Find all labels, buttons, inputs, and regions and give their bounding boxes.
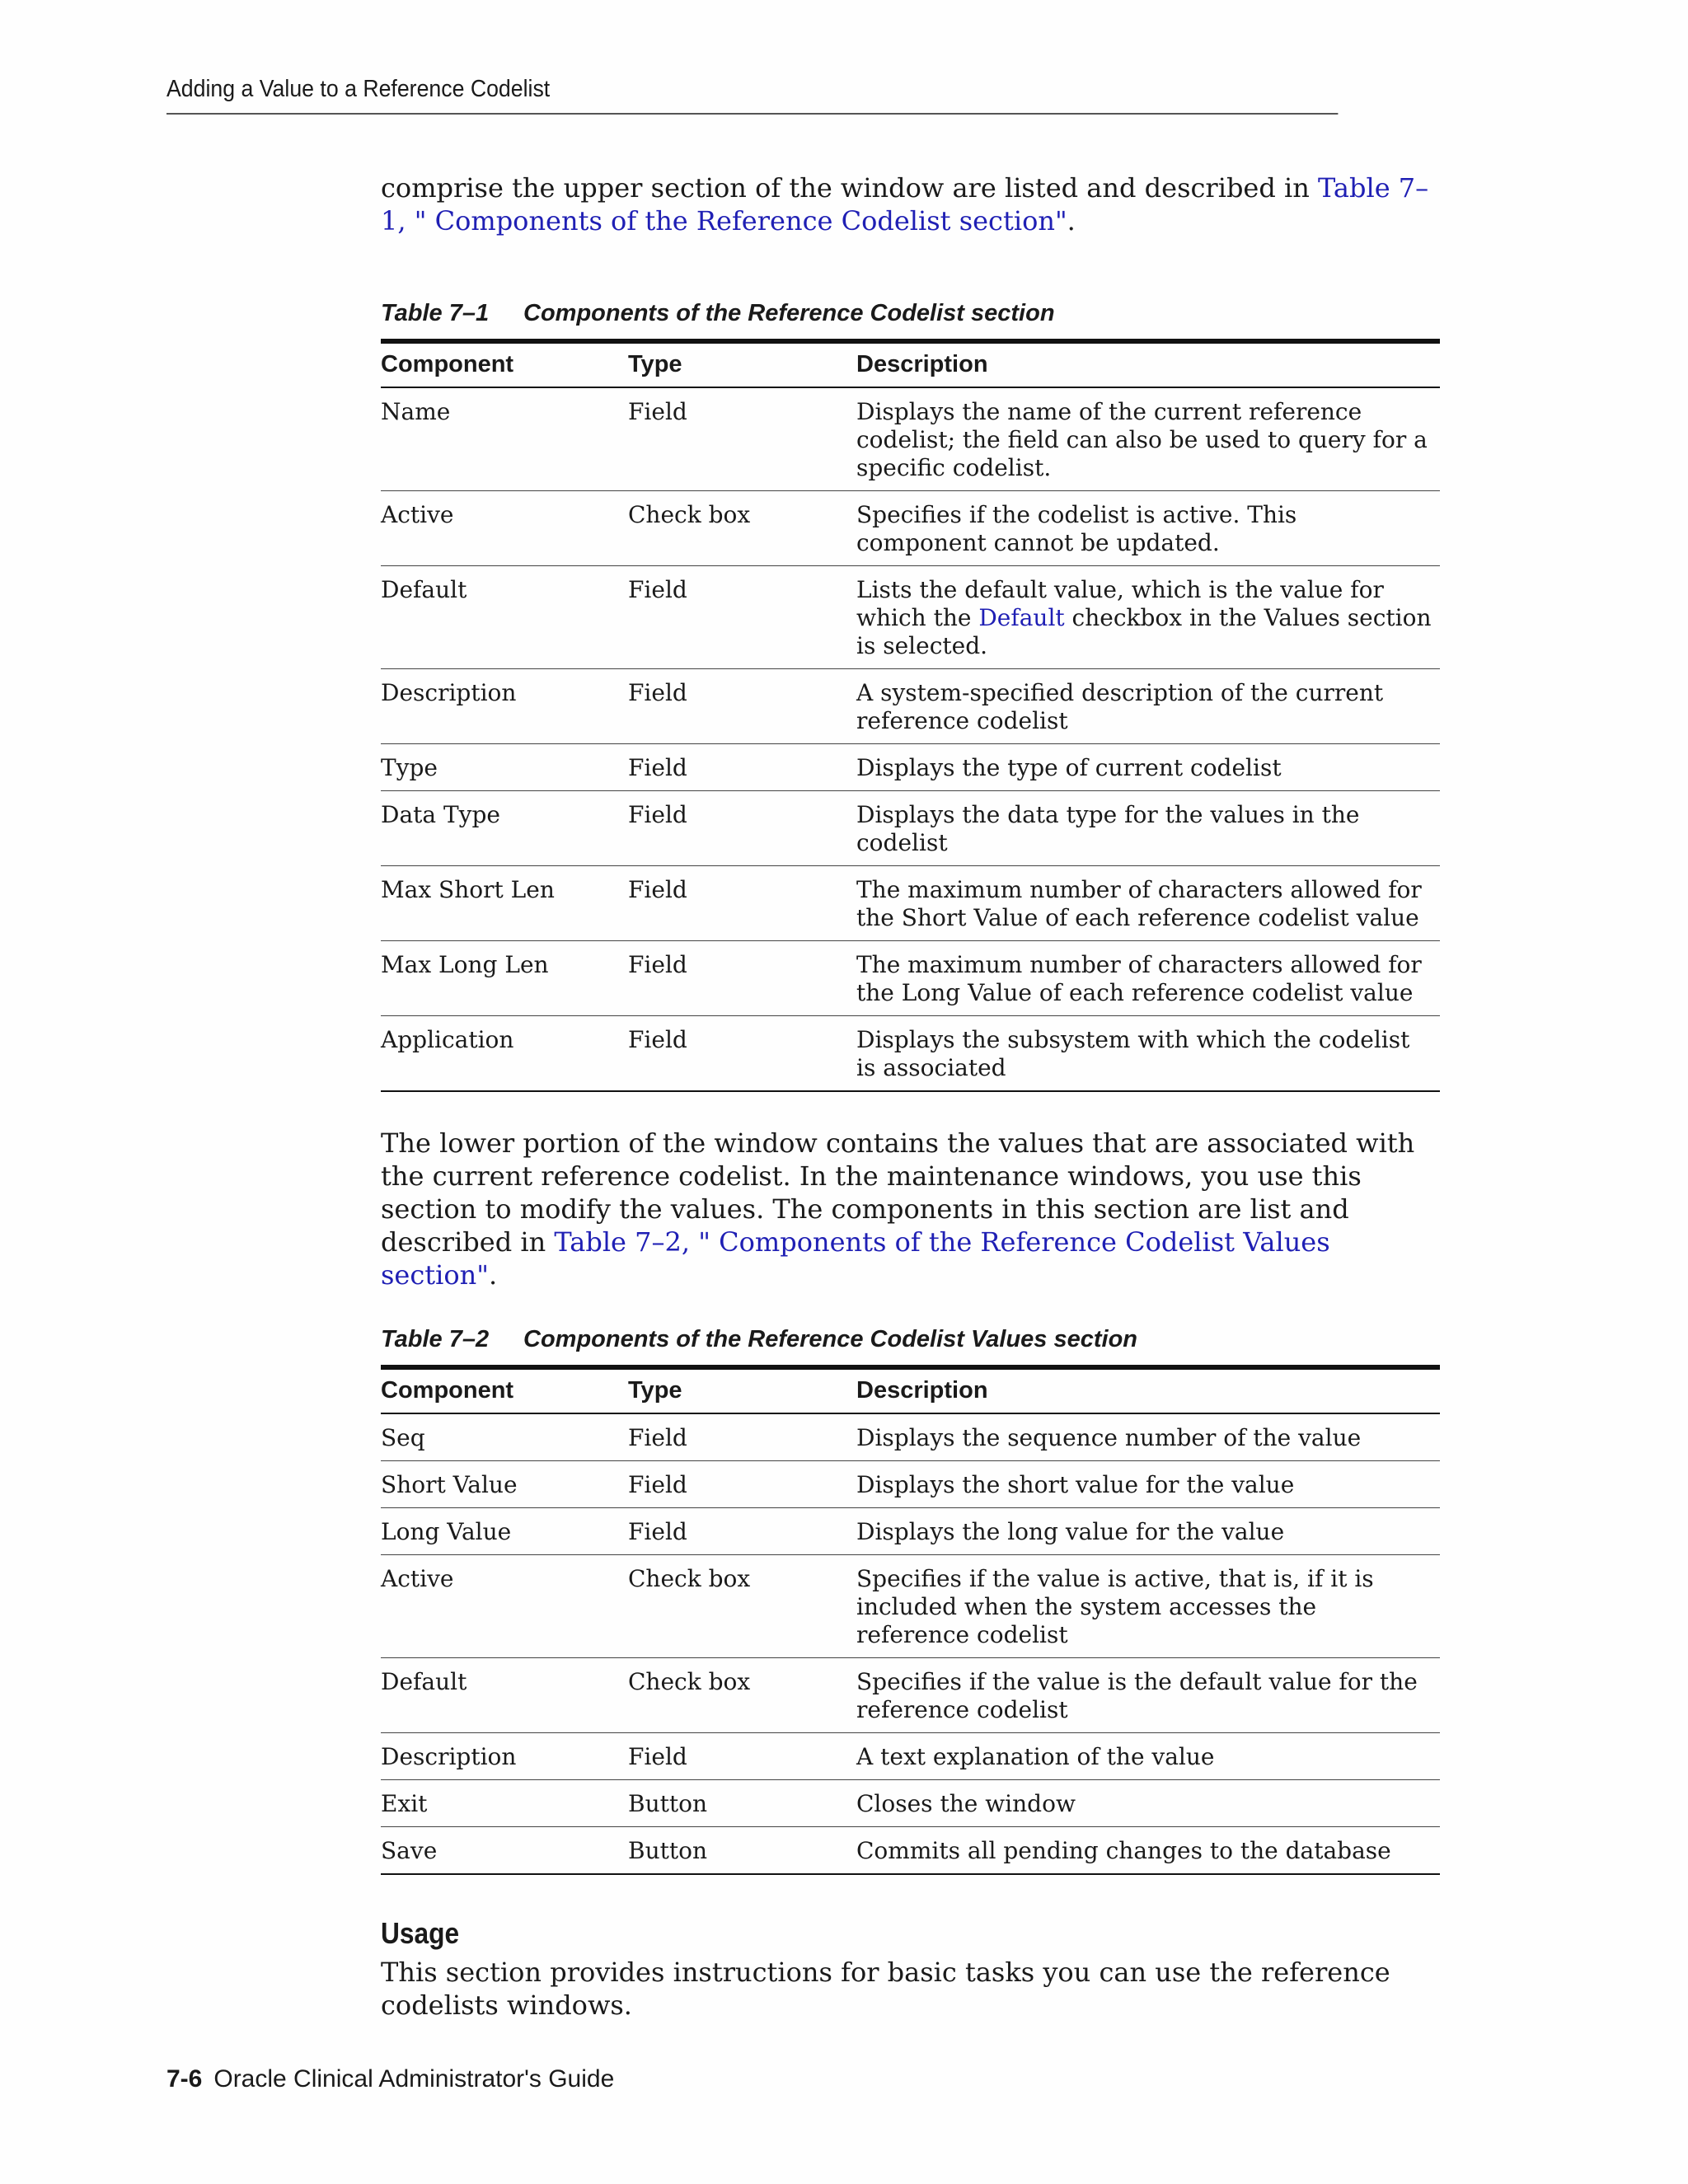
- desc-text-end: checkbox in the Values section is selected.: [856, 604, 1432, 659]
- column-header-description: Description: [856, 341, 1440, 387]
- column-header-type: Type: [628, 1367, 856, 1413]
- table-1-number: Table 7–1: [381, 300, 490, 326]
- cell-component: Max Long Len: [381, 941, 628, 1016]
- usage-heading: Usage: [381, 1916, 460, 1950]
- cell-component: Type: [381, 744, 628, 791]
- cell-type: Field: [628, 1508, 856, 1555]
- table-row: [381, 1461, 1440, 1508]
- table-row: [381, 1016, 1440, 1092]
- column-header-type: Type: [628, 341, 856, 387]
- cell-component: Seq: [381, 1413, 628, 1461]
- cell-component: Short Value: [381, 1461, 628, 1508]
- cell-component: Data Type: [381, 791, 628, 866]
- cell-component: Long Value: [381, 1508, 628, 1555]
- cell-description: Displays the name of the current reference codelist; the field can also be used to query for a specific codelist.: [856, 387, 1440, 491]
- table-2-header-row: [381, 1367, 1440, 1413]
- cell-description: Displays the long value for the value: [856, 1508, 1440, 1555]
- table-row: [381, 1733, 1440, 1780]
- cell-component: Default: [381, 1658, 628, 1733]
- intro-paragraph: [381, 171, 1440, 237]
- table-row: [381, 566, 1440, 669]
- table-1-header-row: [381, 341, 1440, 387]
- values-section-paragraph: [381, 1127, 1440, 1291]
- cell-component: Description: [381, 669, 628, 744]
- table-2-number: Table 7–2: [381, 1326, 490, 1352]
- cell-type: Check box: [628, 491, 856, 566]
- table-2-title: Components of the Reference Codelist Values section: [523, 1326, 1138, 1352]
- cell-component: Description: [381, 1733, 628, 1780]
- running-header: Adding a Value to a Reference Codelist: [166, 76, 1338, 115]
- para2-text-end: .: [488, 1259, 498, 1291]
- table-1-caption: [381, 300, 1440, 327]
- table-row: [381, 669, 1440, 744]
- cell-description: Specifies if the value is the default value for the reference codelist: [856, 1658, 1440, 1733]
- cell-type: Field: [628, 1461, 856, 1508]
- cell-type: Field: [628, 744, 856, 791]
- components-table-1: [381, 339, 1440, 1092]
- cell-component: Save: [381, 1837, 438, 1864]
- para2-text: The lower portion of the window contains the values that are associated with the current reference codelist. In the maintenance windows, you use this section to modify the values. The components in this section are list and described in: [381, 1127, 1415, 1258]
- cell-description: Displays the short value for the value: [856, 1461, 1440, 1508]
- cell-type: Button: [628, 1837, 708, 1864]
- cell-description: Displays the sequence number of the value: [856, 1413, 1440, 1461]
- page-footer: [166, 2065, 614, 2093]
- cell-component: Application: [381, 1026, 514, 1053]
- table-row: [381, 1555, 1440, 1658]
- cell-type: Field: [628, 791, 856, 866]
- column-header-description: Description: [856, 1367, 1440, 1413]
- table-row: [381, 387, 1440, 491]
- table-row: [381, 941, 1440, 1016]
- cell-description: The maximum number of characters allowed for the Short Value of each reference codelist value: [856, 866, 1440, 941]
- column-header-component: Component: [381, 341, 628, 387]
- table-row: [381, 791, 1440, 866]
- cell-type: Field: [628, 387, 856, 491]
- cell-component: Name: [381, 387, 628, 491]
- table-row: [381, 491, 1440, 566]
- cell-type: Field: [628, 941, 856, 1016]
- cell-description: A system-specified description of the current reference codelist: [856, 669, 1440, 744]
- table-row: [381, 1413, 1440, 1461]
- cell-type: Field: [628, 1733, 856, 1780]
- cell-component: Active: [381, 1555, 628, 1658]
- cell-description: Specifies if the codelist is active. This component cannot be updated.: [856, 491, 1440, 566]
- cell-description: Closes the window: [856, 1780, 1440, 1827]
- table-row: [381, 1508, 1440, 1555]
- cell-component: Default: [381, 566, 628, 669]
- table-row: [381, 1658, 1440, 1733]
- intro-text-end: .: [1067, 205, 1076, 237]
- desc-text: Lists the default value, which is the value for which the: [856, 576, 1384, 631]
- column-header-component: Component: [381, 1367, 628, 1413]
- cell-description: Displays the subsystem with which the codelist is associated: [856, 1026, 1410, 1081]
- cell-description: The maximum number of characters allowed for the Long Value of each reference codelist value: [856, 941, 1440, 1016]
- cell-description: [856, 566, 1440, 669]
- table-7-2-link[interactable]: Table 7–2, " Components of the Reference Codelist Values section": [381, 1226, 1330, 1291]
- table-2-caption: [381, 1326, 1440, 1353]
- components-table-2: [381, 1365, 1440, 1875]
- cell-type: Field: [628, 866, 856, 941]
- page-content: [381, 171, 1440, 2022]
- cell-component: Active: [381, 491, 628, 566]
- cell-description: Specifies if the value is active, that is, if it is included when the system accesses the reference codelist: [856, 1555, 1440, 1658]
- cell-type: Check box: [628, 1555, 856, 1658]
- cell-type: Field: [628, 669, 856, 744]
- table-row: [381, 744, 1440, 791]
- cell-component: Exit: [381, 1780, 628, 1827]
- cell-description: Displays the type of current codelist: [856, 744, 1440, 791]
- cell-type: Check box: [628, 1658, 856, 1733]
- cell-type: Field: [628, 566, 856, 669]
- cell-description: A text explanation of the value: [856, 1733, 1440, 1780]
- book-title: Oracle Clinical Administrator's Guide: [213, 2065, 615, 2093]
- table-row: [381, 866, 1440, 941]
- cell-type: Field: [628, 1026, 687, 1053]
- cell-component: Max Short Len: [381, 866, 628, 941]
- table-row: [381, 1827, 1440, 1875]
- table-row: [381, 1780, 1440, 1827]
- cell-description: Commits all pending changes to the database: [856, 1837, 1391, 1864]
- usage-paragraph: This section provides instructions for basic tasks you can use the reference codelists windows.: [381, 1957, 1390, 2021]
- intro-text: comprise the upper section of the window are listed and described in: [381, 172, 1319, 204]
- table-7-1-link[interactable]: Table 7–1, " Components of the Reference Codelist section": [381, 172, 1429, 237]
- page-number: 7-6: [166, 2065, 203, 2093]
- cell-description: Displays the data type for the values in the codelist: [856, 791, 1440, 866]
- cell-type: Button: [628, 1780, 856, 1827]
- cell-type: Field: [628, 1413, 856, 1461]
- table-1-title: Components of the Reference Codelist section: [523, 300, 1055, 326]
- default-link[interactable]: Default: [978, 604, 1065, 631]
